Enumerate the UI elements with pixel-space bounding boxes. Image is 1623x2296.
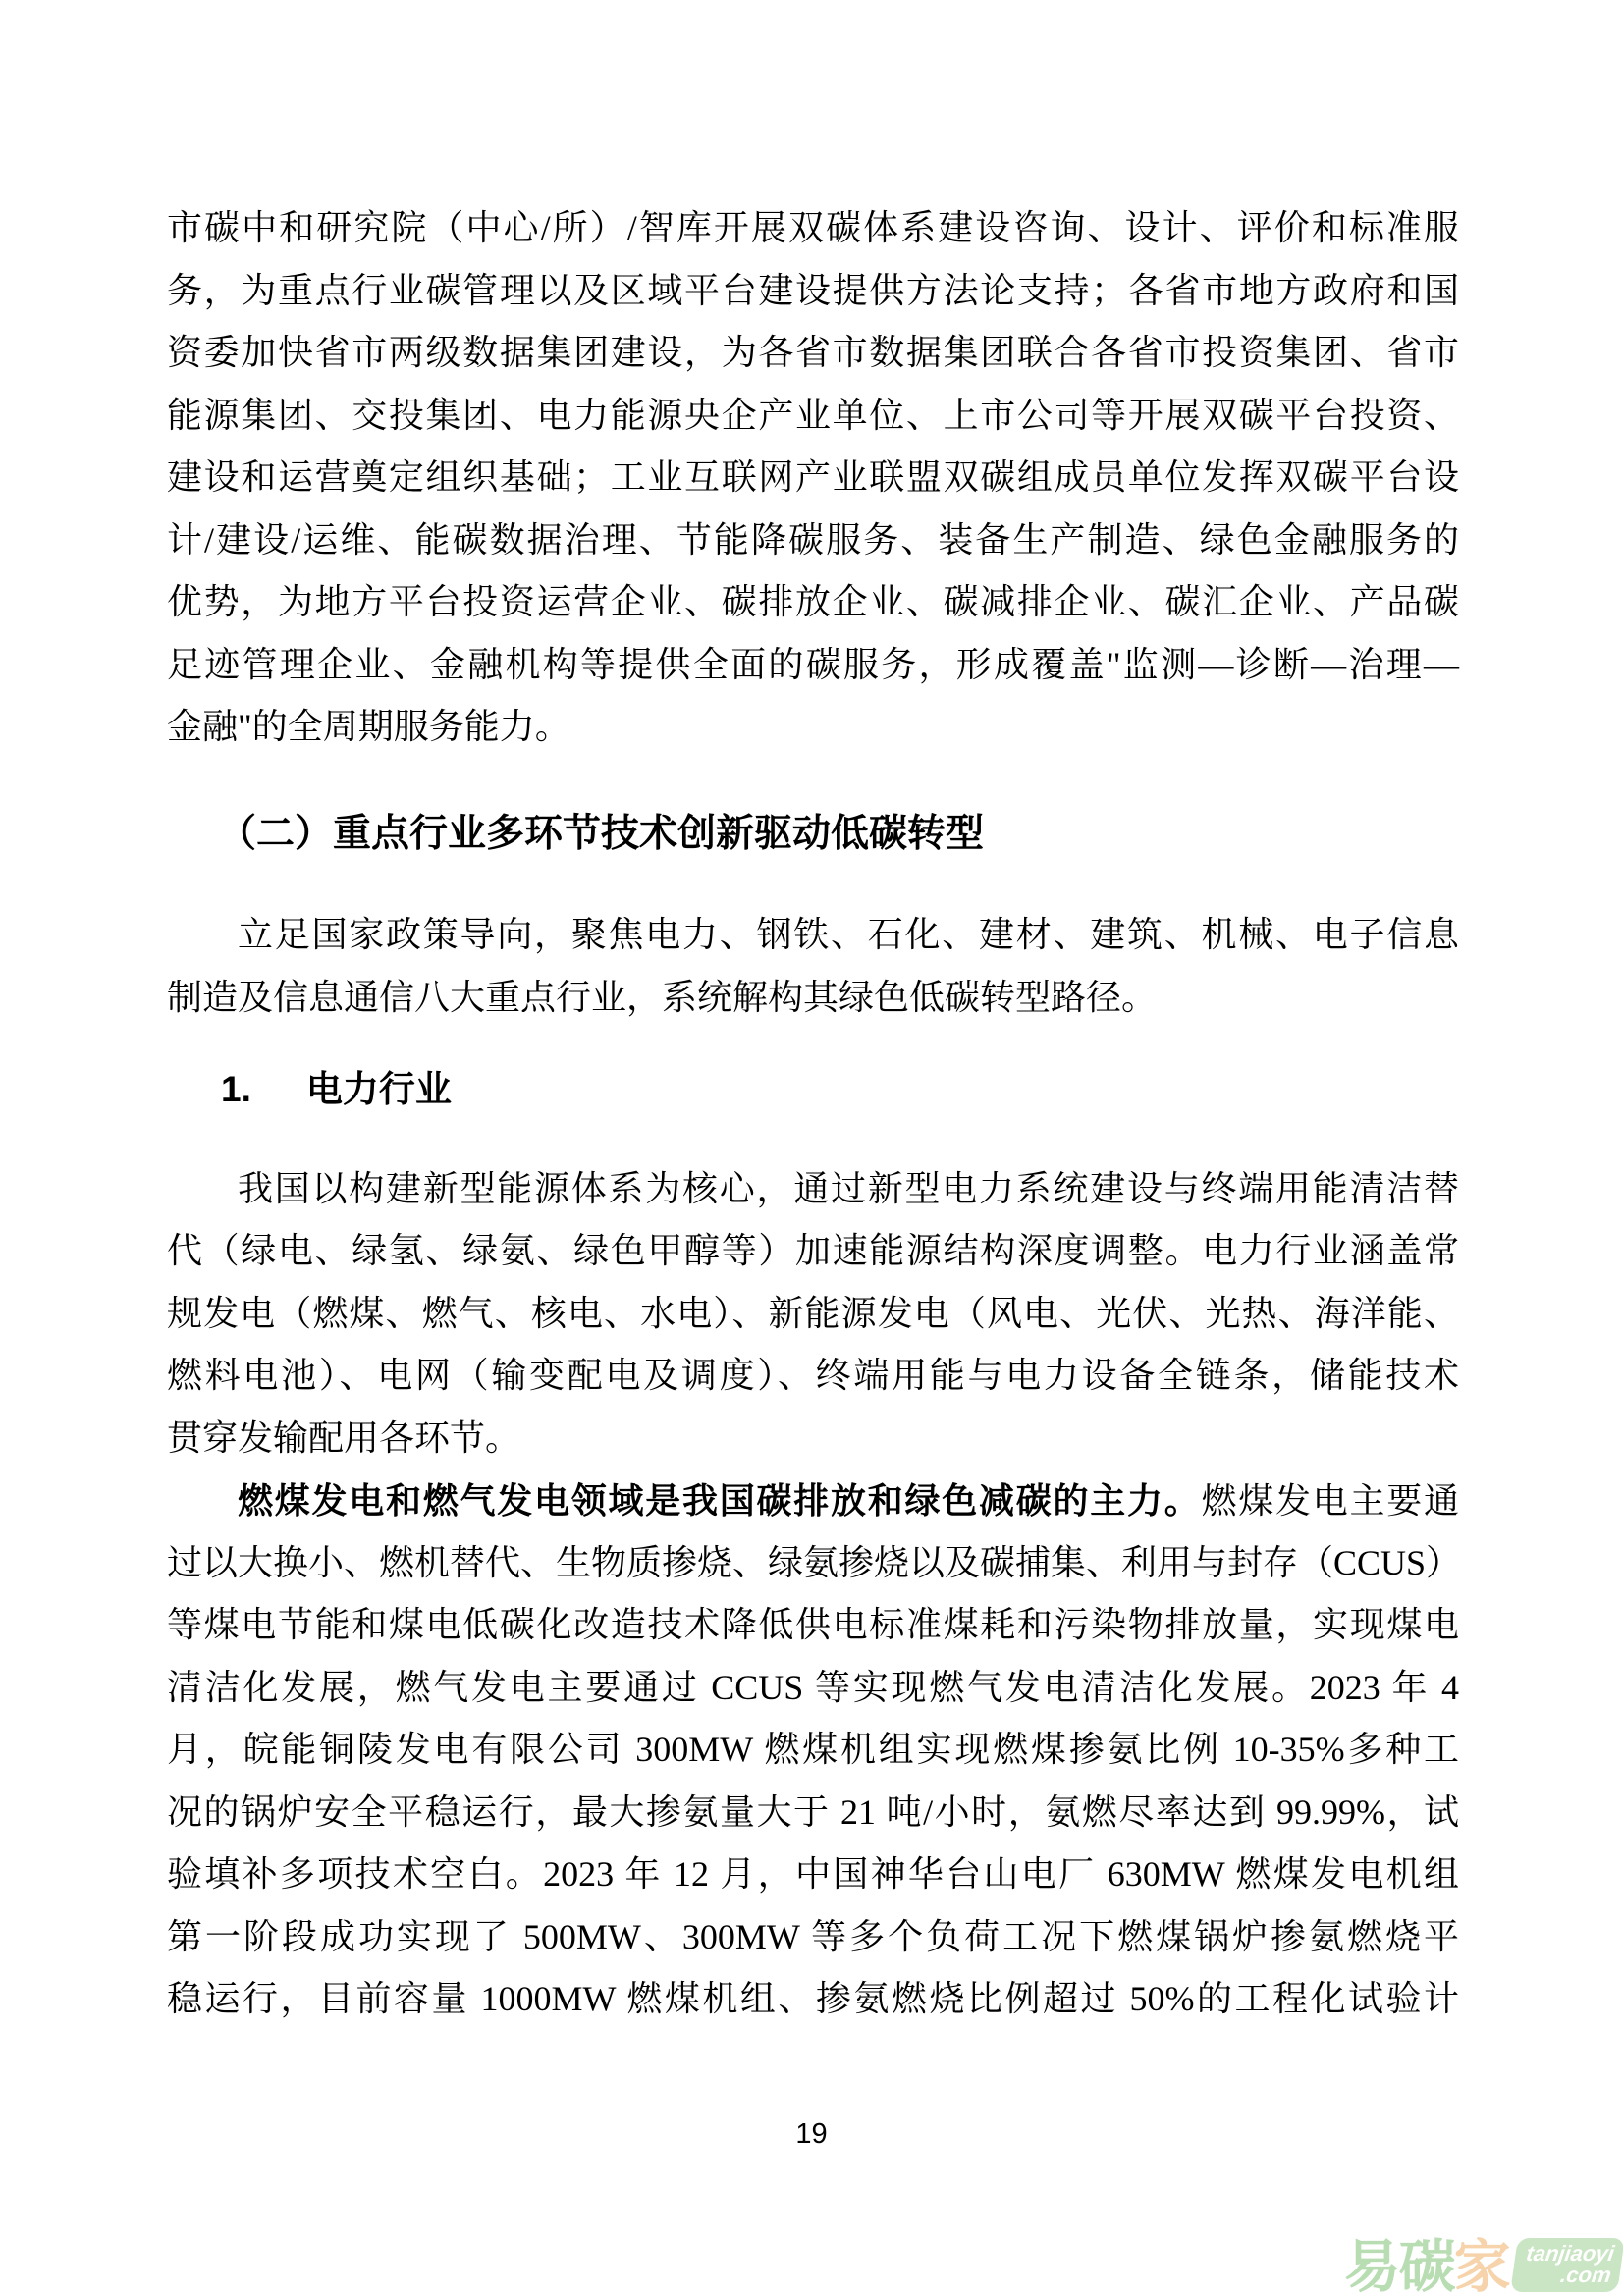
text-line: 等煤电节能和煤电低碳化改造技术降低供电标准煤耗和污染物排放量，实现煤电: [167, 1605, 1459, 1644]
text-line: 优势，为地方平台投资运营企业、碳排放企业、碳减排企业、碳汇企业、产品碳: [167, 582, 1459, 621]
watermark-char-yi-icon: 易: [1343, 2234, 1399, 2296]
text-line: 市碳中和研究院（中心/所）/智库开展双碳体系建设咨询、设计、评价和标准服: [167, 208, 1459, 247]
subsection-heading: [221, 1058, 1459, 1121]
text-line: 我国以构建新型能源体系为核心，通过新型电力系统建设与终端用能清洁替: [238, 1168, 1459, 1208]
text-line: 稳运行，目前容量 1000MW 燃煤机组、掺氨燃烧比例超过 50%的工程化试验计: [167, 1979, 1459, 2018]
text-line: 贯穿发输配用各环节。: [167, 1417, 521, 1458]
watermark-domain-tld: .com: [1558, 2263, 1613, 2287]
text-line: 足迹管理企业、金融机构等提供全面的碳服务，形成覆盖"监测—诊断—治理—: [167, 644, 1459, 684]
text-line: 月，皖能铜陵发电有限公司 300MW 燃煤机组实现燃煤掺氨比例 10-35%多种工: [167, 1730, 1459, 1769]
text-line: 过以大换小、燃机替代、生物质掺烧、绿氨掺烧以及碳捕集、利用与封存（CCUS）: [167, 1542, 1462, 1582]
bold-lead-text: 燃煤发电和燃气发电领域是我国碳排放和绿色减碳的主力。: [238, 1480, 1202, 1521]
text-line: 规发电（燃煤、燃气、核电、水电）、新能源发电（风电、光伏、光热、海洋能、: [167, 1293, 1459, 1333]
text-line: 立足国家政策导向，聚焦电力、钢铁、石化、建材、建筑、机械、电子信息: [238, 915, 1459, 954]
paragraph: [167, 1469, 1462, 2031]
text-line: 资委加快省市两级数据集团建设，为各省市数据集团联合各省市投资集团、省市: [167, 333, 1459, 372]
text-line: 能源集团、交投集团、电力能源央企产业单位、上市公司等开展双碳平台投资、: [167, 395, 1459, 435]
text-line: 建设和运营奠定组织基础；工业互联网产业联盟双碳组成员单位发挥双碳平台设: [167, 457, 1459, 497]
subsection-title: 电力行业: [305, 1069, 452, 1109]
paragraph: [167, 904, 1459, 1029]
text-line: 金融"的全周期服务能力。: [167, 707, 570, 746]
section-heading: （二）重点行业多环节技术创新驱动低碳转型: [218, 812, 985, 855]
text-line: 制造及信息通信八大重点行业，系统解构其绿色低碳转型路径。: [167, 977, 1158, 1017]
document-content: [167, 197, 1462, 2031]
text-line: 燃料电池）、电网（输变配电及调度）、终端用能与电力设备全链条，储能技术: [167, 1356, 1459, 1395]
text-line: 第一阶段成功实现了 500MW、300MW 等多个负荷工况下燃煤锅炉掺氨燃烧平: [167, 1916, 1459, 1956]
text-line: 况的锅炉安全平稳运行，最大掺氨量大于 21 吨/小时，氨燃尽率达到 99.99%，试: [167, 1791, 1459, 1832]
text-line: 代（绿电、绿氢、绿氨、绿色甲醇等）加速能源结构深度调整。电力行业涵盖常: [167, 1231, 1459, 1270]
watermark-domain-badge: [1510, 2238, 1623, 2292]
watermark-char-tan-icon: 碳: [1398, 2234, 1454, 2296]
text-line: [167, 1469, 1459, 1532]
text-line: 清洁化发展，燃气发电主要通过 CCUS 等实现燃气发电清洁化发展。2023 年 4: [167, 1667, 1459, 1707]
text-line: 验填补多项技术空白。2023 年 12 月，中国神华台山电厂 630MW 燃煤发电机组: [167, 1854, 1459, 1894]
text-line: 务，为重点行业碳管理以及区域平台建设提供方法论支持；各省市地方政府和国: [167, 270, 1459, 310]
watermark-char-jia-icon: 家: [1453, 2234, 1509, 2296]
paragraph: [167, 1158, 1459, 1470]
watermark-logo: [1343, 2234, 1621, 2296]
page-number: 19: [795, 2118, 828, 2150]
subsection-number: 1.: [221, 1069, 251, 1109]
text-line: 计/建设/运维、能碳数据治理、节能降碳服务、装备生产制造、绿色金融服务的: [167, 519, 1459, 560]
watermark-domain-name: tanjiaoyi: [1524, 2241, 1616, 2266]
text-run: 燃煤发电主要通: [1201, 1481, 1459, 1521]
paragraph: [167, 197, 1459, 759]
